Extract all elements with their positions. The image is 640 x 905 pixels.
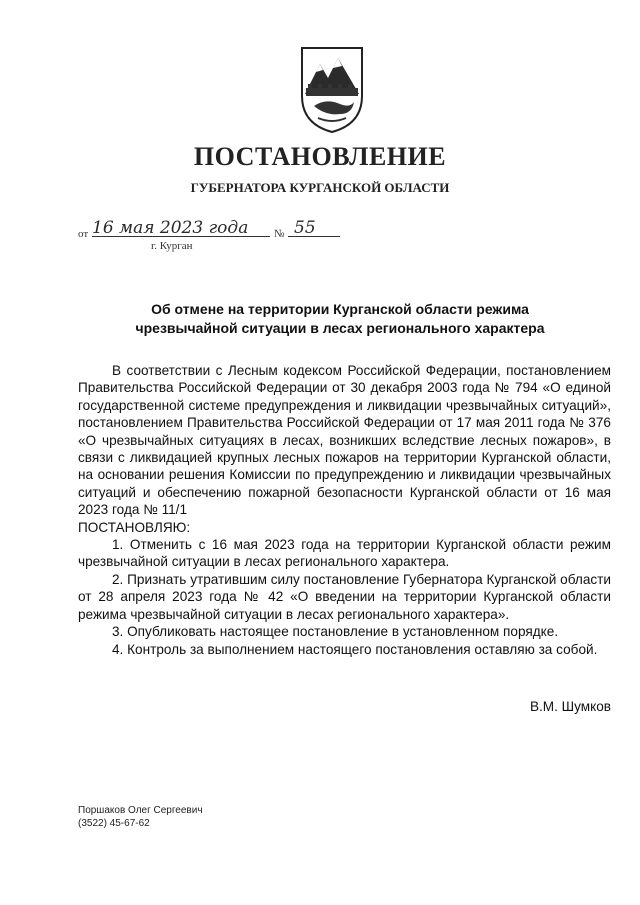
heading-line-2: чрезвычайной ситуации в лесах регионального характера [135, 320, 545, 336]
signatory-name: В.М. Шумков [529, 699, 611, 714]
document-subtitle: ГУБЕРНАТОРА КУРГАНСКОЙ ОБЛАСТИ [190, 180, 450, 195]
list-item: 3. Опубликовать настоящее постановление в установленном порядке. [112, 624, 559, 640]
number-underline [288, 236, 340, 237]
document-body [78, 362, 611, 658]
date-underline [92, 236, 270, 237]
number-prefix: № [274, 228, 285, 240]
date-prefix: от [78, 228, 89, 240]
document-title: ПОСТАНОВЛЕНИЕ [193, 142, 447, 171]
decree-word: ПОСТАНОВЛЯЮ: [78, 519, 191, 535]
contact-phone: (3522) 45-67-62 [78, 818, 150, 829]
document-date: 16 мая 2023 года [92, 218, 249, 238]
heading-line-1: Об отмене на территории Курганской области режима [151, 301, 529, 317]
city-label: г. Курган [151, 240, 193, 252]
coat-of-arms-icon [296, 44, 368, 136]
document-heading [100, 300, 580, 338]
list-item: 4. Контроль за выполнением настоящего постановления оставляю за собой. [112, 641, 598, 657]
document-number: 55 [294, 218, 316, 238]
list-item: 1. Отменить с 16 мая 2023 года на территории Курганской области режим чрезвычайной ситуации в лесах регионального характера. [78, 537, 611, 570]
preamble-paragraph: В соответствии с Лесным кодексом Российской Федерации, постановлением Правительства Российской Федерации от 30 декабря 2003 года № 794 «О единой государственной системе предупреждения и ликвидации чрезвычайных ситуаций», постановлением Правительства Российской Федерации от 17 мая 2011 года № 376 «О чрезвычайных ситуациях в лесах, возникших вследствие лесных пожаров», в связи с ликвидацией крупных лесных пожаров на территории Курганской области, на основании решения Комиссии по предупреждению и ликвидации чрезвычайных ситуаций и обеспечению пожарной безопасности Курганской области от 16 мая 2023 года № 11/1 [78, 363, 611, 518]
footer-contact [78, 804, 203, 830]
contact-name: Поршаков Олег Сергеевич [78, 805, 203, 816]
list-item: 2. Признать утратившим силу постановление Губернатора Курганской области от 28 апреля 2023 года № 42 «О введении на территории Курганской области режима чрезвычайной ситуации в лесах регионального характера». [78, 571, 611, 622]
